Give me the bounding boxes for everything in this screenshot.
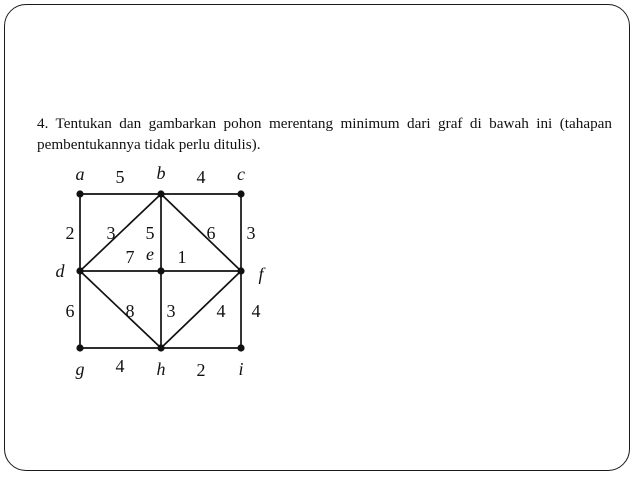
node-label-e: e	[146, 244, 154, 264]
edge-weight-b-e: 5	[145, 223, 155, 243]
edge-weight-b-f: 6	[206, 223, 216, 243]
node-label-b: b	[156, 163, 166, 183]
edge-b-f	[161, 194, 241, 271]
node-label-d: d	[55, 261, 65, 281]
node-i	[237, 344, 244, 351]
node-label-f: f	[258, 264, 264, 284]
edge-weight-a-d: 2	[65, 223, 75, 243]
question-text: 4. Tentukan dan gambarkan pohon merentang minimum dari graf di bawah ini (tahapan pembentukannya tidak perlu ditulis).	[37, 115, 612, 153]
edge-weight-b-c: 4	[196, 167, 206, 187]
node-e	[157, 267, 164, 274]
node-f	[237, 267, 244, 274]
edge-weight-g-h: 4	[115, 356, 125, 376]
node-label-a: a	[75, 164, 85, 184]
edge-weight-a-b: 5	[115, 167, 125, 187]
edge-weight-d-h: 8	[125, 301, 135, 321]
edge-weight-b-d: 3	[106, 223, 116, 243]
edge-weight-c-f: 3	[246, 223, 256, 243]
node-label-c: c	[237, 164, 245, 184]
node-c	[237, 190, 244, 197]
edge-weight-f-h: 4	[216, 301, 226, 321]
node-h	[157, 344, 164, 351]
edge-weight-e-h: 3	[166, 301, 176, 321]
edge-weight-e-f: 1	[177, 247, 187, 267]
node-label-g: g	[75, 359, 85, 379]
node-label-h: h	[156, 359, 166, 379]
node-d	[76, 267, 83, 274]
node-a	[76, 190, 83, 197]
edge-weight-d-g: 6	[65, 301, 75, 321]
edge-weight-d-e: 7	[125, 247, 135, 267]
node-label-i: i	[238, 359, 244, 379]
node-g	[76, 344, 83, 351]
edge-weight-h-i: 2	[196, 360, 206, 380]
node-b	[157, 190, 164, 197]
edge-d-h	[80, 271, 161, 348]
edge-weight-f-i: 4	[251, 301, 261, 321]
